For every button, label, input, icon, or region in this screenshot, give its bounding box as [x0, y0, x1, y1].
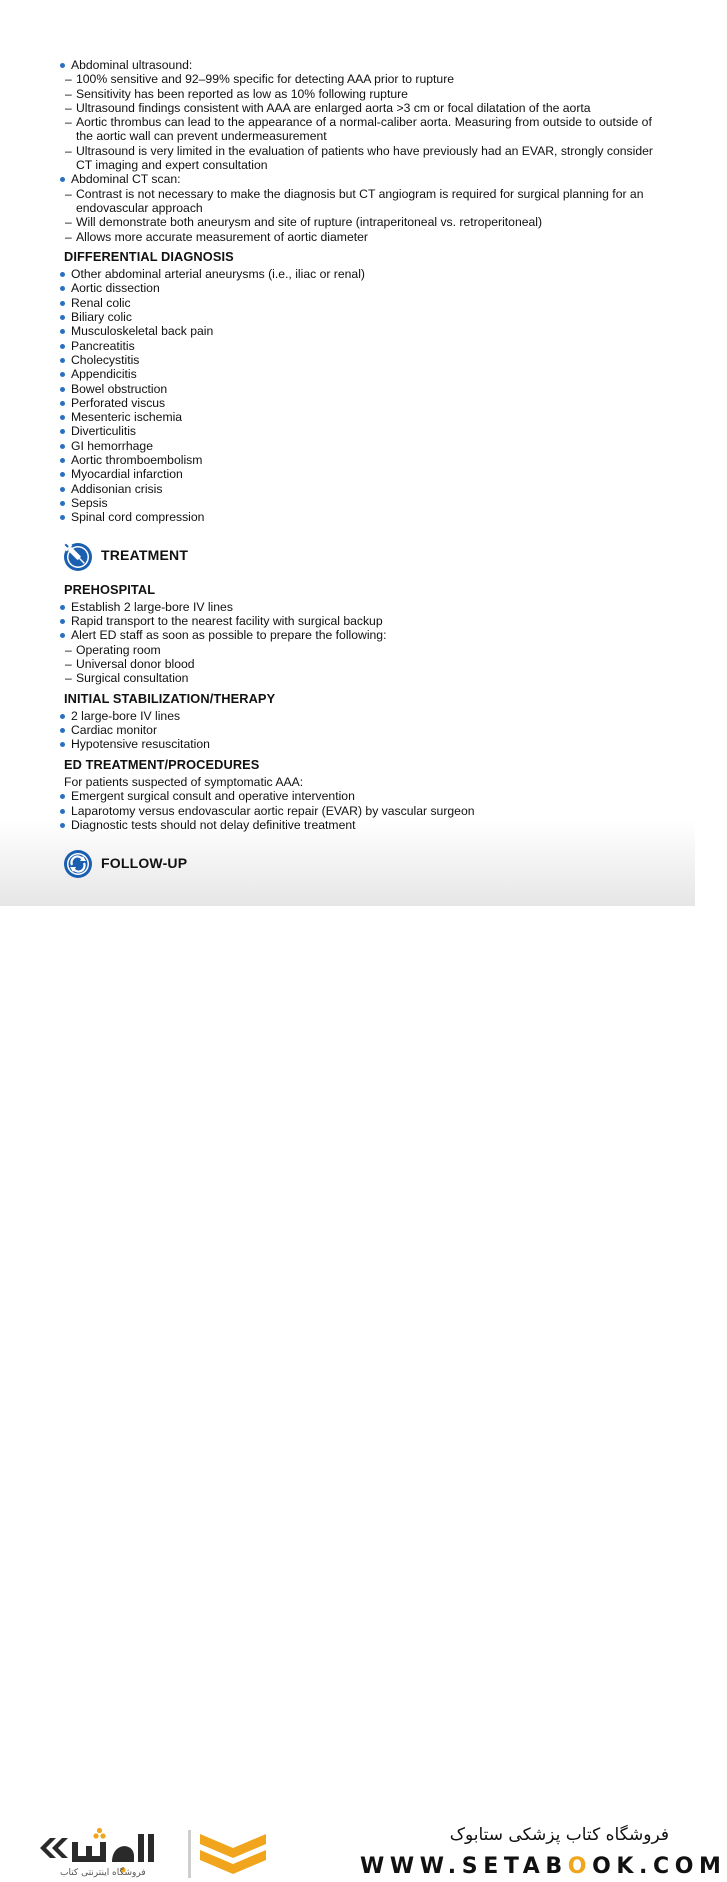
list-item: Diagnostic tests should not delay definitive treatment [58, 818, 658, 832]
url-prefix: WWW. [360, 1854, 462, 1879]
ed-intro: For patients suspected of symptomatic AAA: [64, 775, 304, 790]
followup-title: FOLLOW-UP [101, 855, 188, 872]
chevron-logo-icon [188, 1828, 278, 1880]
list-item: Establish 2 large-bore IV lines [58, 600, 658, 614]
list-item: Other abdominal arterial aneurysms (i.e., iliac or renal) [58, 267, 658, 281]
section-heading-stabilization: INITIAL STABILIZATION/THERAPY [64, 690, 276, 706]
list-item: Pancreatitis [58, 339, 658, 353]
url-b: B [545, 1854, 568, 1879]
follow-up-icon [63, 845, 95, 881]
treatment-section-header [63, 535, 658, 577]
list-item: Aortic thromboembolism [58, 453, 658, 467]
list-item: Biliary colic [58, 310, 658, 324]
list-item: Perforated viscus [58, 396, 658, 410]
section-heading-prehospital: PREHOSPITAL [64, 581, 156, 597]
page [0, 0, 695, 906]
footer-banner [0, 906, 727, 1879]
list-item: Cardiac monitor [58, 723, 658, 737]
list-item: Abdominal ultrasound: [58, 58, 658, 72]
url-o-accent: O [567, 1854, 593, 1879]
list-item: Musculoskeletal back pain [58, 324, 658, 338]
followup-section-header [63, 842, 658, 884]
list-item: Spinal cord compression [58, 510, 658, 524]
list-item: Mesenteric ischemia [58, 410, 658, 424]
list-item: Alert ED staff as soon as possible to prepare the following: [58, 628, 658, 642]
section-heading-differential: DIFFERENTIAL DIAGNOSIS [64, 248, 234, 264]
logo-subtitle: فروشگاه اینترنتی کتاب [60, 1868, 146, 1878]
list-subitem: – 100% sensitive and 92–99% specific for detecting AAA prior to rupture [58, 72, 658, 86]
list-item: Rapid transport to the nearest facility with surgical backup [58, 614, 658, 628]
list-subitem: – Operating room [58, 643, 658, 657]
list-subitem: – Ultrasound is very limited in the evaluation of patients who have previously had an EVAR, strongly consider CT imaging and expert consultation [58, 144, 658, 173]
list-item: Hypotensive resuscitation [58, 737, 658, 751]
list-item: Renal colic [58, 296, 658, 310]
list-subitem: – Contrast is not necessary to make the diagnosis but CT angiogram is required for surgical planning for an endovascular approach [58, 187, 658, 216]
url-suffix: K.COM [616, 1854, 727, 1879]
syringe-icon [63, 538, 95, 574]
list-subitem: – Universal donor blood [58, 657, 658, 671]
page-content [58, 58, 658, 888]
url-seta: SETA [461, 1854, 546, 1879]
url-o: O [592, 1854, 617, 1879]
store-name: فروشگاه کتاب پزشکی ستابوک [449, 1825, 669, 1845]
list-item: Laparotomy versus endovascular aortic repair (EVAR) by vascular surgeon [58, 804, 658, 818]
list-subitem: – Ultrasound findings consistent with AAA are enlarged aorta >3 cm or focal dilatation of the aorta [58, 101, 658, 115]
list-subitem: – Allows more accurate measurement of aortic diameter [58, 230, 658, 244]
list-item: Bowel obstruction [58, 382, 658, 396]
section-heading-ed-treatment: ED TREATMENT/PROCEDURES [64, 756, 260, 772]
list-item: Diverticulitis [58, 424, 658, 438]
list-item: GI hemorrhage [58, 439, 658, 453]
treatment-title: TREATMENT [101, 547, 189, 564]
list-subitem: – Sensitivity has been reported as low as 10% following rupture [58, 87, 658, 101]
list-item: Emergent surgical consult and operative intervention [58, 789, 658, 803]
list-subitem: – Surgical consultation [58, 671, 658, 685]
list-subitem: – Will demonstrate both aneurysm and site of rupture (intraperitoneal vs. retroperitoneal) [58, 215, 658, 229]
list-item: Cholecystitis [58, 353, 658, 367]
list-item: 2 large-bore IV lines [58, 709, 658, 723]
store-url[interactable] [360, 1854, 727, 1879]
list-subitem: – Aortic thrombus can lead to the appearance of a normal-caliber aorta. Measuring from outside to outside of the aortic wall can prevent undermeasurement [58, 115, 658, 144]
list-item: Sepsis [58, 496, 658, 510]
list-item: Addisonian crisis [58, 482, 658, 496]
list-item: Appendicitis [58, 367, 658, 381]
list-item: Aortic dissection [58, 281, 658, 295]
list-item: Myocardial infarction [58, 467, 658, 481]
list-item: Abdominal CT scan: [58, 172, 658, 186]
